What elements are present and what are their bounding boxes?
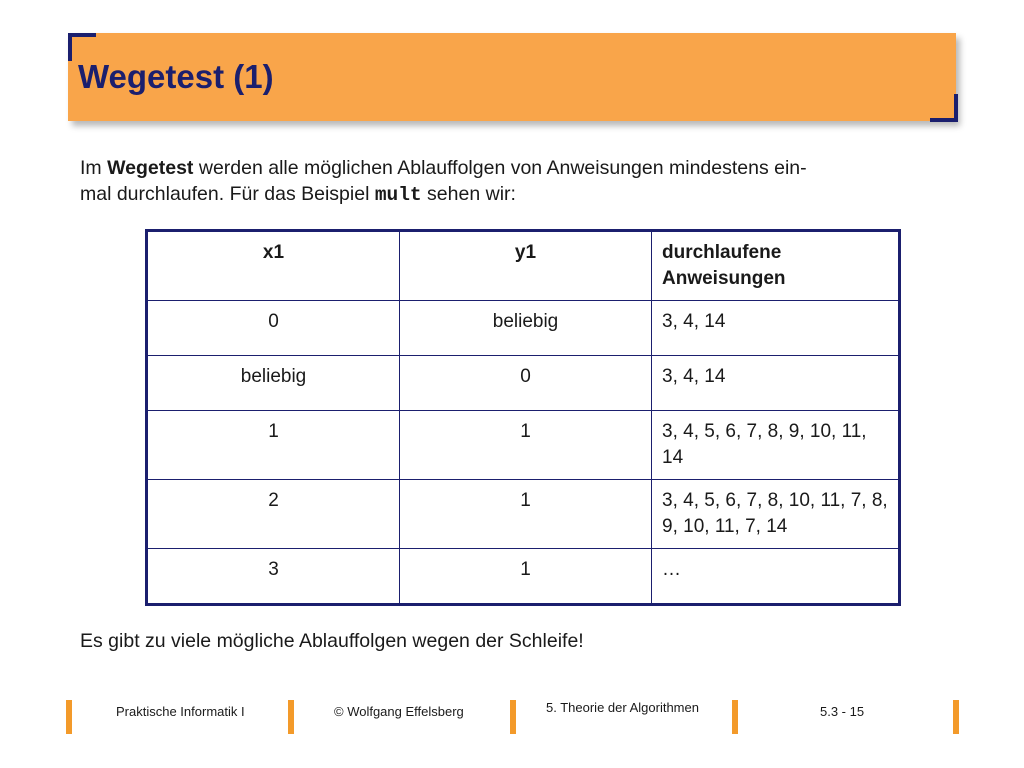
footer-page-number: 5.3 - 15 — [820, 704, 865, 719]
footer-divider — [510, 700, 516, 734]
cell-x1: 1 — [147, 411, 400, 480]
cell-statements: 3, 4, 14 — [652, 356, 900, 411]
cell-x1: 2 — [147, 480, 400, 549]
cell-statements: 3, 4, 14 — [652, 301, 900, 356]
footer-divider — [953, 700, 959, 734]
table-row — [147, 301, 900, 356]
intro-paragraph — [80, 155, 950, 208]
header-y1: y1 — [400, 231, 652, 301]
intro-text-4: sehen wir: — [421, 183, 516, 205]
header-statements: durchlaufene Anweisungen — [652, 231, 900, 301]
table-row — [147, 411, 900, 480]
footer-divider — [288, 700, 294, 734]
cell-statements: … — [652, 549, 900, 605]
cell-y1: beliebig — [400, 301, 652, 356]
intro-text-2: werden alle möglichen Ablauffolgen von Anweisungen mindestens ein- — [193, 157, 807, 179]
intro-code-term: mult — [374, 184, 422, 206]
cell-y1: 0 — [400, 356, 652, 411]
table-row — [147, 480, 900, 549]
cell-y1: 1 — [400, 480, 652, 549]
title-corner-top-left — [68, 33, 96, 61]
cell-x1: 3 — [147, 549, 400, 605]
cell-y1: 1 — [400, 411, 652, 480]
table-header-row — [147, 231, 900, 301]
footer-author: © Wolfgang Effelsberg — [334, 704, 464, 719]
header-x1: x1 — [147, 231, 400, 301]
conclusion-text: Es gibt zu viele mögliche Ablauffolgen wegen der Schleife! — [80, 630, 584, 652]
table-row — [147, 356, 900, 411]
cell-x1: beliebig — [147, 356, 400, 411]
cell-statements: 3, 4, 5, 6, 7, 8, 9, 10, 11, 14 — [652, 411, 900, 480]
footer-course: Praktische Informatik I — [116, 704, 245, 719]
cell-x1: 0 — [147, 301, 400, 356]
intro-bold-term: Wegetest — [107, 157, 194, 179]
footer-divider — [66, 700, 72, 734]
cell-statements: 3, 4, 5, 6, 7, 8, 10, 11, 7, 8, 9, 10, 11, 7, 14 — [652, 480, 900, 549]
path-test-table — [145, 229, 901, 606]
cell-y1: 1 — [400, 549, 652, 605]
footer-chapter: 5. Theorie der Algorithmen — [546, 700, 699, 715]
slide-title: Wegetest (1) — [78, 58, 274, 95]
intro-text-3: mal durchlaufen. Für das Beispiel — [80, 183, 375, 205]
table-row — [147, 549, 900, 605]
title-corner-bottom-right — [930, 94, 958, 122]
footer-divider — [732, 700, 738, 734]
intro-text-1: Im — [80, 157, 108, 179]
